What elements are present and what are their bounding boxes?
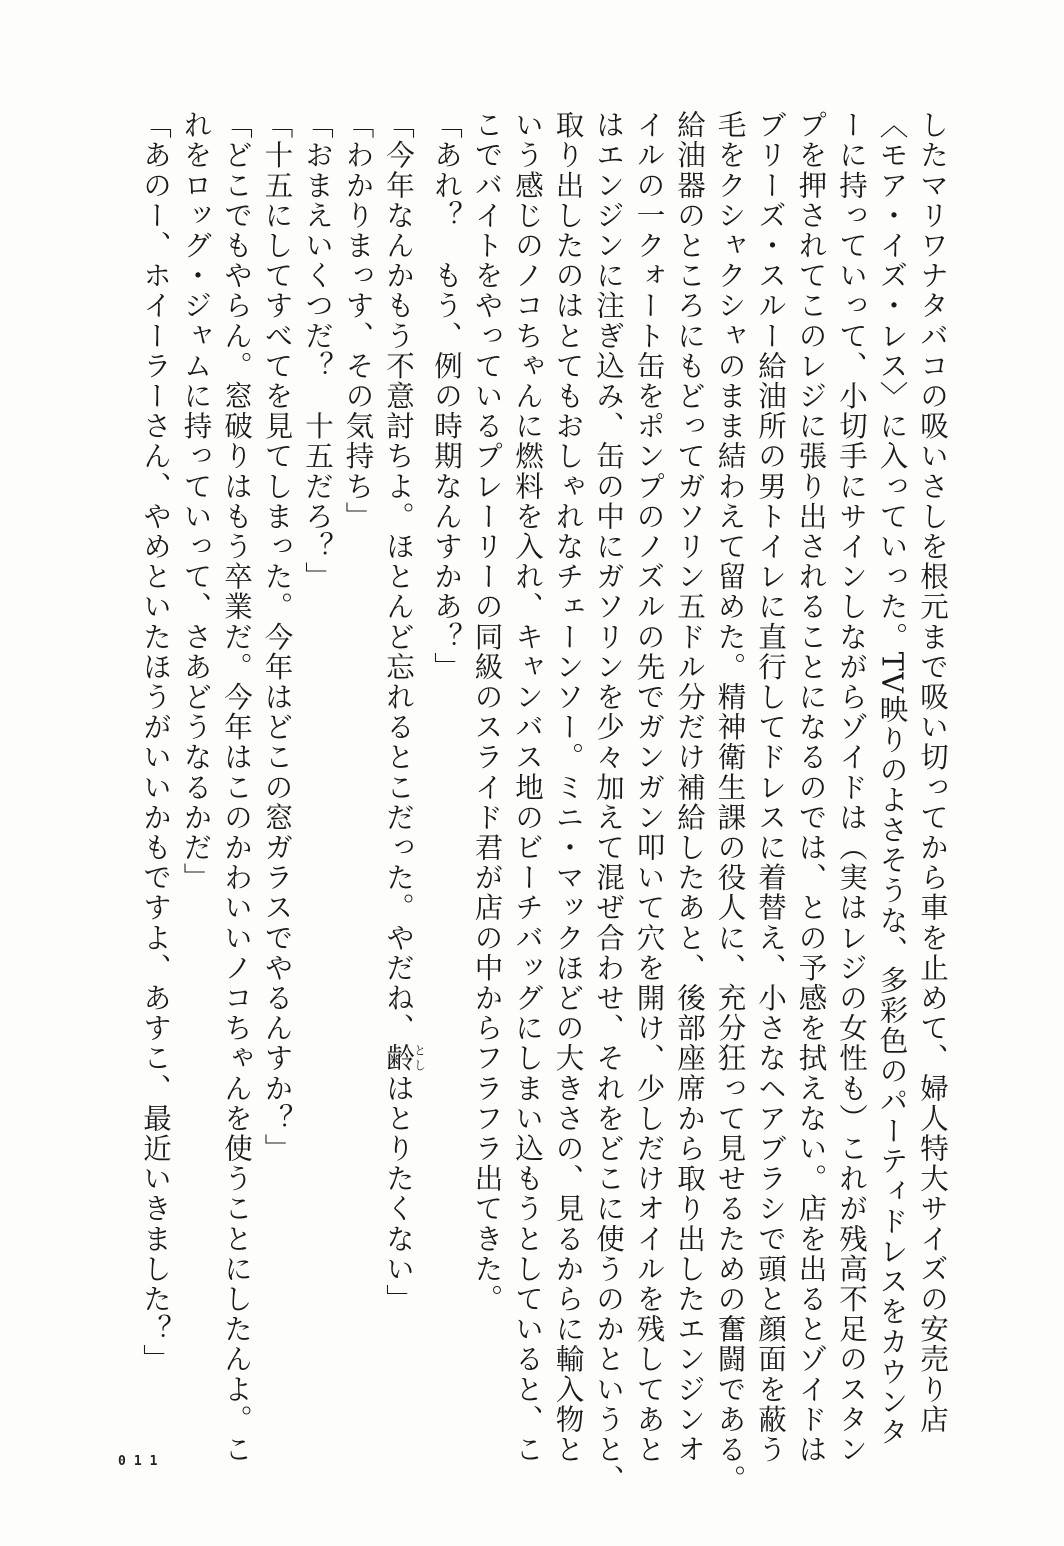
text-line: イルの一クォート缶をポンプのノズルの先でガンガン叩いて穴を開け、少しだけオイルを残してあと [632,110,666,1465]
text-line: こでバイトをやっているプレーリーの同級のスライド君が店の中からフラフラ出てきた。 [470,110,504,1314]
text-line: 毛をクシャクシャのまま結わえて留めた。精神衛生課の役人に、充分狂って見せるための奮闘である。 [713,110,747,1495]
text-line: したマリワナタバコの吸いさしを根元まで吸い切ってから車を止めて、婦人特大サイズの安売り店 [916,110,949,1435]
text-line: プを押されてこのレジに張り出されることになるのでは、との予感を拭えない。店を出るとゾイドは [794,110,828,1465]
text-line: はエンジンに注ぎ込み、缶の中にガソリンを少々加えて混ぜ合わせ、それをどこに使うのかというと、 [592,110,625,1495]
dialogue-line: 「わかりまっす、その気持ち」 [341,110,375,532]
page-number: 011 [118,1454,166,1469]
text-line: いう感じのノコちゃんに燃料を入れ、キャンバス地のビーチバッグにしまい込もうとしていると、こ [511,110,544,1465]
dialogue-line: 「おまえいくつだ？ 十五だろ？」 [301,110,334,592]
text-line: ーに持っていって、小切手にサインしながらゾイドは（実はレジの女性も）これが残高不足のスタン [835,110,868,1465]
dialogue-line: 「あのー、ホイーラーさん、やめといたほうがいいかもですよ、あすこ、最近いきました？」 [139,110,172,1375]
text-line: 取り出したのはとてもおしゃれなチェーンソー。ミニ・マックほどの大きさの、見るからに輸入物と [551,110,585,1465]
ruby-annotation: 齢とし [382,1043,427,1074]
dialogue-line: 「どこでもやらん。窓破りはもう卒業だ。今年はこのかわいいノコちゃんを使うことにしたんよ。こ [220,110,253,1465]
text-line: 給油器のところにもどってガソリン五ドル分だけ補給したあと、後部座席から取り出したエンジンオ [673,110,706,1465]
dialogue-line: 「十五にしてすべてを見てしまった。今年はどこの窓ガラスでやるんすか？」 [260,110,294,1164]
dialogue-line: れをロッグ・ジャムに持っていって、さあどうなるかだ」 [179,110,213,893]
ruby-reading: とし [412,1043,427,1074]
text-line: 〈モア・イズ・レス〉に入っていった。TV映りのよさそうな、多彩色のパーティドレスをカウンタ [875,110,909,1448]
dialogue-line-with-ruby: 「今年なんかもう不意討ちよ。ほとんど忘れるとこだった。やだね、齢としはとりたくない」 [382,110,427,1315]
dialogue-line: 「あれ？ もう、例の時期なんすかあ？」 [430,110,463,682]
text-line: ブリーズ・スルー給油所の男トイレに直行してドレスに着替え、小さなヘアブラシで頭と顔面を蔽う [754,110,787,1465]
